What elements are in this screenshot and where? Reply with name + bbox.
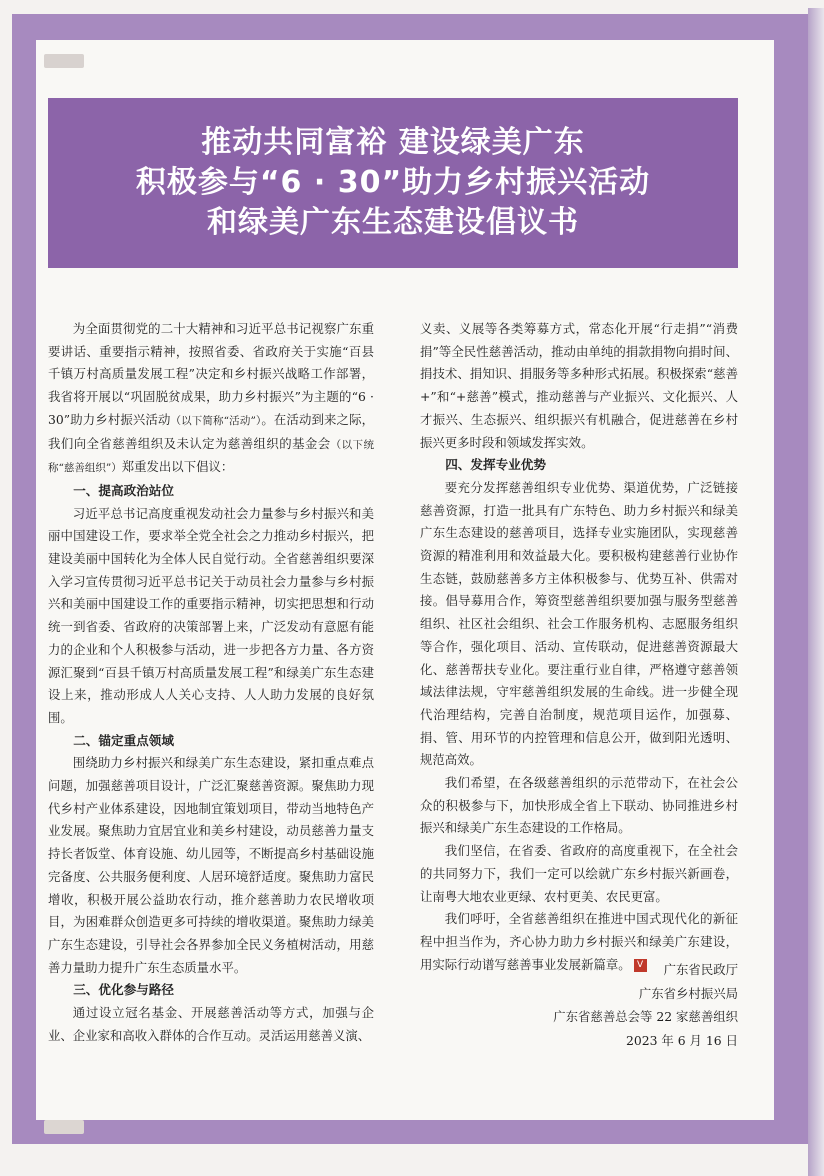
call-paragraph: 我们呼吁，全省慈善组织在推进中国式现代化的新征程中担当作为，齐心协力助力乡村振兴和绿美广东建设，用实际行动谱写慈善事业发展新篇章。 V (420, 911, 738, 972)
section-3-continued: 义卖、义展等各类筹募方式，常态化开展“行走捐”“消费捐”等全民性慈善活动，推动由单纯的捐款捐物向捐时间、捐技术、捐知识、捐服务等多种形式拓展。积极探索“慈善+”和“+慈善”模式，推动慈善与产业振兴、文化振兴、人才振兴、生态振兴、组织振兴有机融合，促进慈善在乡村振兴更多时段和领域发挥实效。 (420, 321, 738, 450)
article-column-left (48, 318, 374, 1048)
section-4-paragraph: 要充分发挥慈善组织专业优势、渠道优势，广泛链接慈善资源，打造一批具有广东特色、助力乡村振兴和绿美广东生态建设的慈善项目，选择专业实施团队，实现慈善资源的精准利用和效益最大化。要积极构建慈善行业协作生态链，鼓励慈善多方主体积极参与、优势互补、供需对接。倡导募用合作，筹资型慈善组织要加强与服务型慈善组织、社区社会组织、社会工作服务机构、志愿服务组织等合作，强化项目、活动、宣传联动，促进慈善资源最大化、慈善帮扶专业化。要注重行业自律，严格遵守慈善领域法律法规，守牢慈善组织发展的生命线。进一步健全现代治理结构，完善自治制度，规范项目运作，加强募、捐、管、用环节的内控管理和信息公开，做到阳光透明、规范高效。 (420, 479, 738, 768)
signature-org-1: 广东省民政厅 (663, 962, 738, 977)
intro-paragraph: 为全面贯彻党的二十大精神和习近平总书记视察广东重要讲话、重要指示精神，按照省委、省政府关于实施“百县千镇万村高质量发展工程”决定和乡村振兴战略工作部署，我省将开展以“巩固脱贫成果，助力乡村振兴”为主题的“6 · 30”助力乡村振兴活动（以下简称“活动”）。在活动到来之际，我们向全省慈善组织及未认定为慈善组织的基金会（以下统称“慈善组织”）郑重发出以下倡议： (48, 321, 375, 475)
section-heading-2: 二、锚定重点领域 (73, 732, 174, 748)
signature-date: 2023 年 6 月 16 日 (625, 1033, 738, 1048)
title-line-3: 和绿美广东生态建设倡议书 (207, 205, 579, 240)
section-2-paragraph: 围绕助力乡村振兴和绿美广东生态建设，紧扣重点难点问题，加强慈善项目设计，广泛汇聚慈善资源。聚焦助力现代乡村产业体系建设，因地制宜策划项目，带动当地特色产业发展。聚焦助力宜居宜业和美乡村建设，动员慈善力量支持长者饭堂、体育设施、幼儿园等，不断提高乡村基础设施完备度、公共服务便利度、人居环境舒适度。聚焦助力富民增收，积极开展公益助农行动，推介慈善助力农民增收项目，为困难群众创造更多可持续的增收渠道。聚焦助力绿美广东生态建设，引导社会各界参加全民义务植树活动，用慈善力量助力提升广东生态质量水平。 (48, 755, 374, 975)
title-line-2: 积极参与“6 · 30”助力乡村振兴活动 (135, 165, 651, 200)
section-heading-3: 三、优化参与路径 (73, 982, 174, 998)
article-column-right (420, 318, 738, 976)
title-line-1: 推动共同富裕 建设绿美广东 (201, 125, 585, 160)
section-3-paragraph: 通过设立冠名基金、开展慈善活动等方式，加强与企业、企业家和高收入群体的合作互动。灵活运用慈善义演、 (48, 1005, 374, 1043)
title-banner (48, 98, 738, 268)
hope-paragraph: 我们希望，在各级慈善组织的示范带动下，在社会公众的积极参与下，加快形成全省上下联动、协同推进乡村振兴和绿美广东生态建设的工作格局。 (420, 775, 738, 836)
section-heading-4: 四、发挥专业优势 (445, 457, 546, 473)
end-mark-icon: V (634, 959, 647, 972)
section-heading-1: 一、提高政治站位 (73, 482, 174, 498)
page-edge-shadow (808, 8, 824, 1176)
section-tag (44, 54, 84, 68)
signature-org-2: 广东省乡村振兴局 (638, 986, 738, 1001)
believe-paragraph: 我们坚信，在省委、省政府的高度重视下，在全社会的共同努力下，我们一定可以绘就广东乡村振兴新画卷，让南粤大地农业更绿、农村更美、农民更富。 (420, 843, 738, 904)
signature-org-3: 广东省慈善总会等 22 家慈善组织 (553, 1009, 738, 1024)
page-number-tag (44, 1120, 84, 1134)
section-1-paragraph: 习近平总书记高度重视发动社会力量参与乡村振兴和美丽中国建设工作，要求举全党全社会之力推动乡村振兴，把建设美丽中国转化为全体人民自觉行动。全省慈善组织要深入学习宣传贯彻习近平总书记关于动员社会力量参与乡村振兴和美丽中国建设工作的重要指示精神，切实把思想和行动统一到省委、省政府的决策部署上来，广泛发动有意愿有能力的企业和个人积极参与活动，进一步把各方力量、各方资源汇聚到“百县千镇万村高质量发展工程”和绿美广东生态建设上来，推动形成人人关心支持、人人助力发展的良好氛围。 (48, 505, 374, 725)
